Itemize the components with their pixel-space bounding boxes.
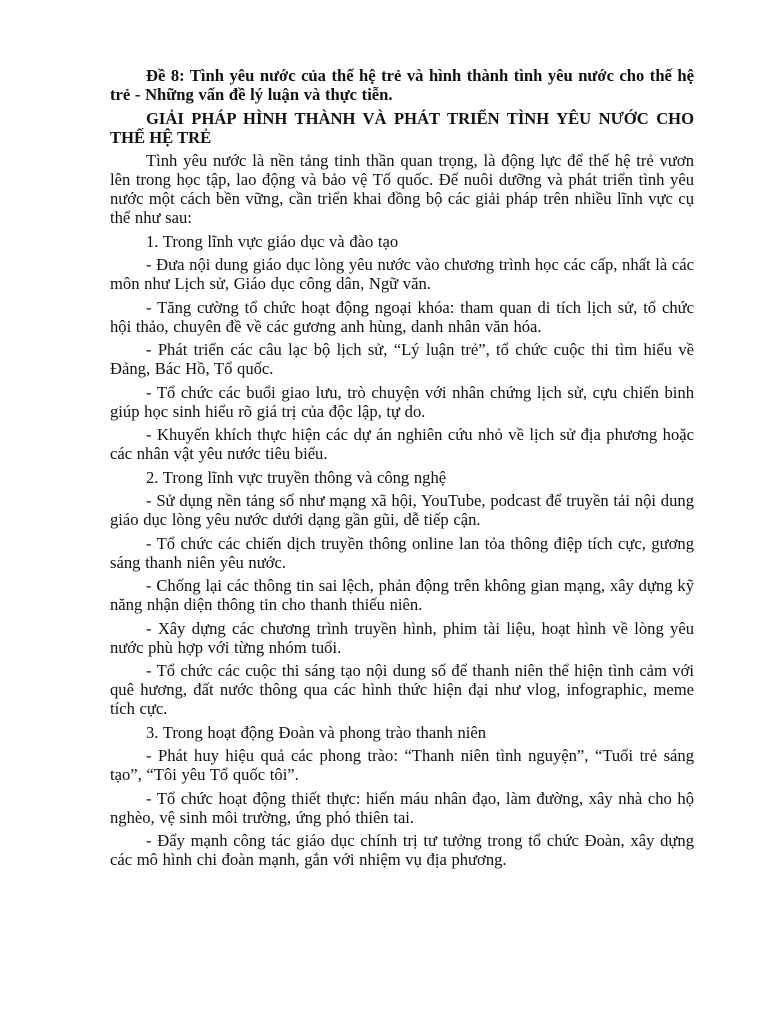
list-item: - Tổ chức các cuộc thi sáng tạo nội dung số để thanh niên thể hiện tình cảm với quê hương, đất nước thông qua các hình thức hiện đại như vlog, infographic, meme tích cực.: [110, 661, 694, 718]
list-item: - Sử dụng nền tảng số như mạng xã hội, YouTube, podcast để truyền tải nội dung giáo dục lòng yêu nước dưới dạng gần gũi, dễ tiếp cận.: [110, 491, 694, 529]
list-item: - Đưa nội dung giáo dục lòng yêu nước vào chương trình học các cấp, nhất là các môn như Lịch sử, Giáo dục công dân, Ngữ văn.: [110, 255, 694, 293]
list-item: - Đẩy mạnh công tác giáo dục chính trị tư tưởng trong tổ chức Đoàn, xây dựng các mô hình chi đoàn mạnh, gắn với nhiệm vụ địa phương.: [110, 831, 694, 869]
section-heading: GIẢI PHÁP HÌNH THÀNH VÀ PHÁT TRIỂN TÌNH YÊU NƯỚC CHO THẾ HỆ TRẺ: [110, 108, 694, 147]
list-item: - Phát triển các câu lạc bộ lịch sử, “Lý luận trẻ”, tổ chức cuộc thi tìm hiểu về Đảng, Bác Hồ, Tổ quốc.: [110, 340, 694, 378]
list-item: - Tổ chức hoạt động thiết thực: hiến máu nhân đạo, làm đường, xây nhà cho hộ nghèo, vệ sinh môi trường, ứng phó thiên tai.: [110, 788, 694, 827]
document-topic: Đề 8: Tình yêu nước của thế hệ trẻ và hình thành tình yêu nước cho thế hệ trẻ - Những vấn đề lý luận và thực tiễn.: [110, 66, 694, 104]
list-item: - Tăng cường tổ chức hoạt động ngoại khóa: tham quan di tích lịch sử, tổ chức hội thảo, chuyên đề về các gương anh hùng, danh nhân văn hóa.: [110, 297, 694, 336]
list-item: - Tổ chức các buổi giao lưu, trò chuyện với nhân chứng lịch sử, cựu chiến binh giúp học sinh hiểu rõ giá trị của độc lập, tự do.: [110, 382, 694, 421]
subheading-youth-union: 3. Trong hoạt động Đoàn và phong trào thanh niên: [146, 722, 487, 742]
list-item: - Tổ chức các chiến dịch truyền thông online lan tỏa thông điệp tích cực, gương sáng thanh niên yêu nước.: [110, 533, 694, 572]
list-item: - Xây dựng các chương trình truyền hình, phim tài liệu, hoạt hình về lòng yêu nước phù hợp với từng nhóm tuổi.: [110, 618, 694, 657]
subheading-education: 1. Trong lĩnh vực giáo dục và đào tạo: [146, 231, 399, 251]
intro-paragraph: Tình yêu nước là nền tảng tinh thần quan trọng, là động lực để thế hệ trẻ vươn lên trong học tập, lao động và bảo vệ Tổ quốc. Để nuôi dưỡng và phát triển tình yêu nước một cách bền vững, cần triển khai đồng bộ các giải pháp trên nhiều lĩnh vực cụ thể như sau:: [110, 151, 694, 227]
subheading-media: 2. Trong lĩnh vực truyền thông và công nghệ: [146, 467, 447, 487]
list-item: - Phát huy hiệu quả các phong trào: “Thanh niên tình nguyện”, “Tuổi trẻ sáng tạo”, “Tôi yêu Tổ quốc tôi”.: [110, 746, 694, 784]
list-item: - Chống lại các thông tin sai lệch, phản động trên không gian mạng, xây dựng kỹ năng nhận diện thông tin cho thanh thiếu niên.: [110, 576, 694, 614]
list-item: - Khuyến khích thực hiện các dự án nghiên cứu nhỏ về lịch sử địa phương hoặc các nhân vật yêu nước tiêu biểu.: [110, 425, 694, 463]
document-page: [110, 66, 694, 874]
